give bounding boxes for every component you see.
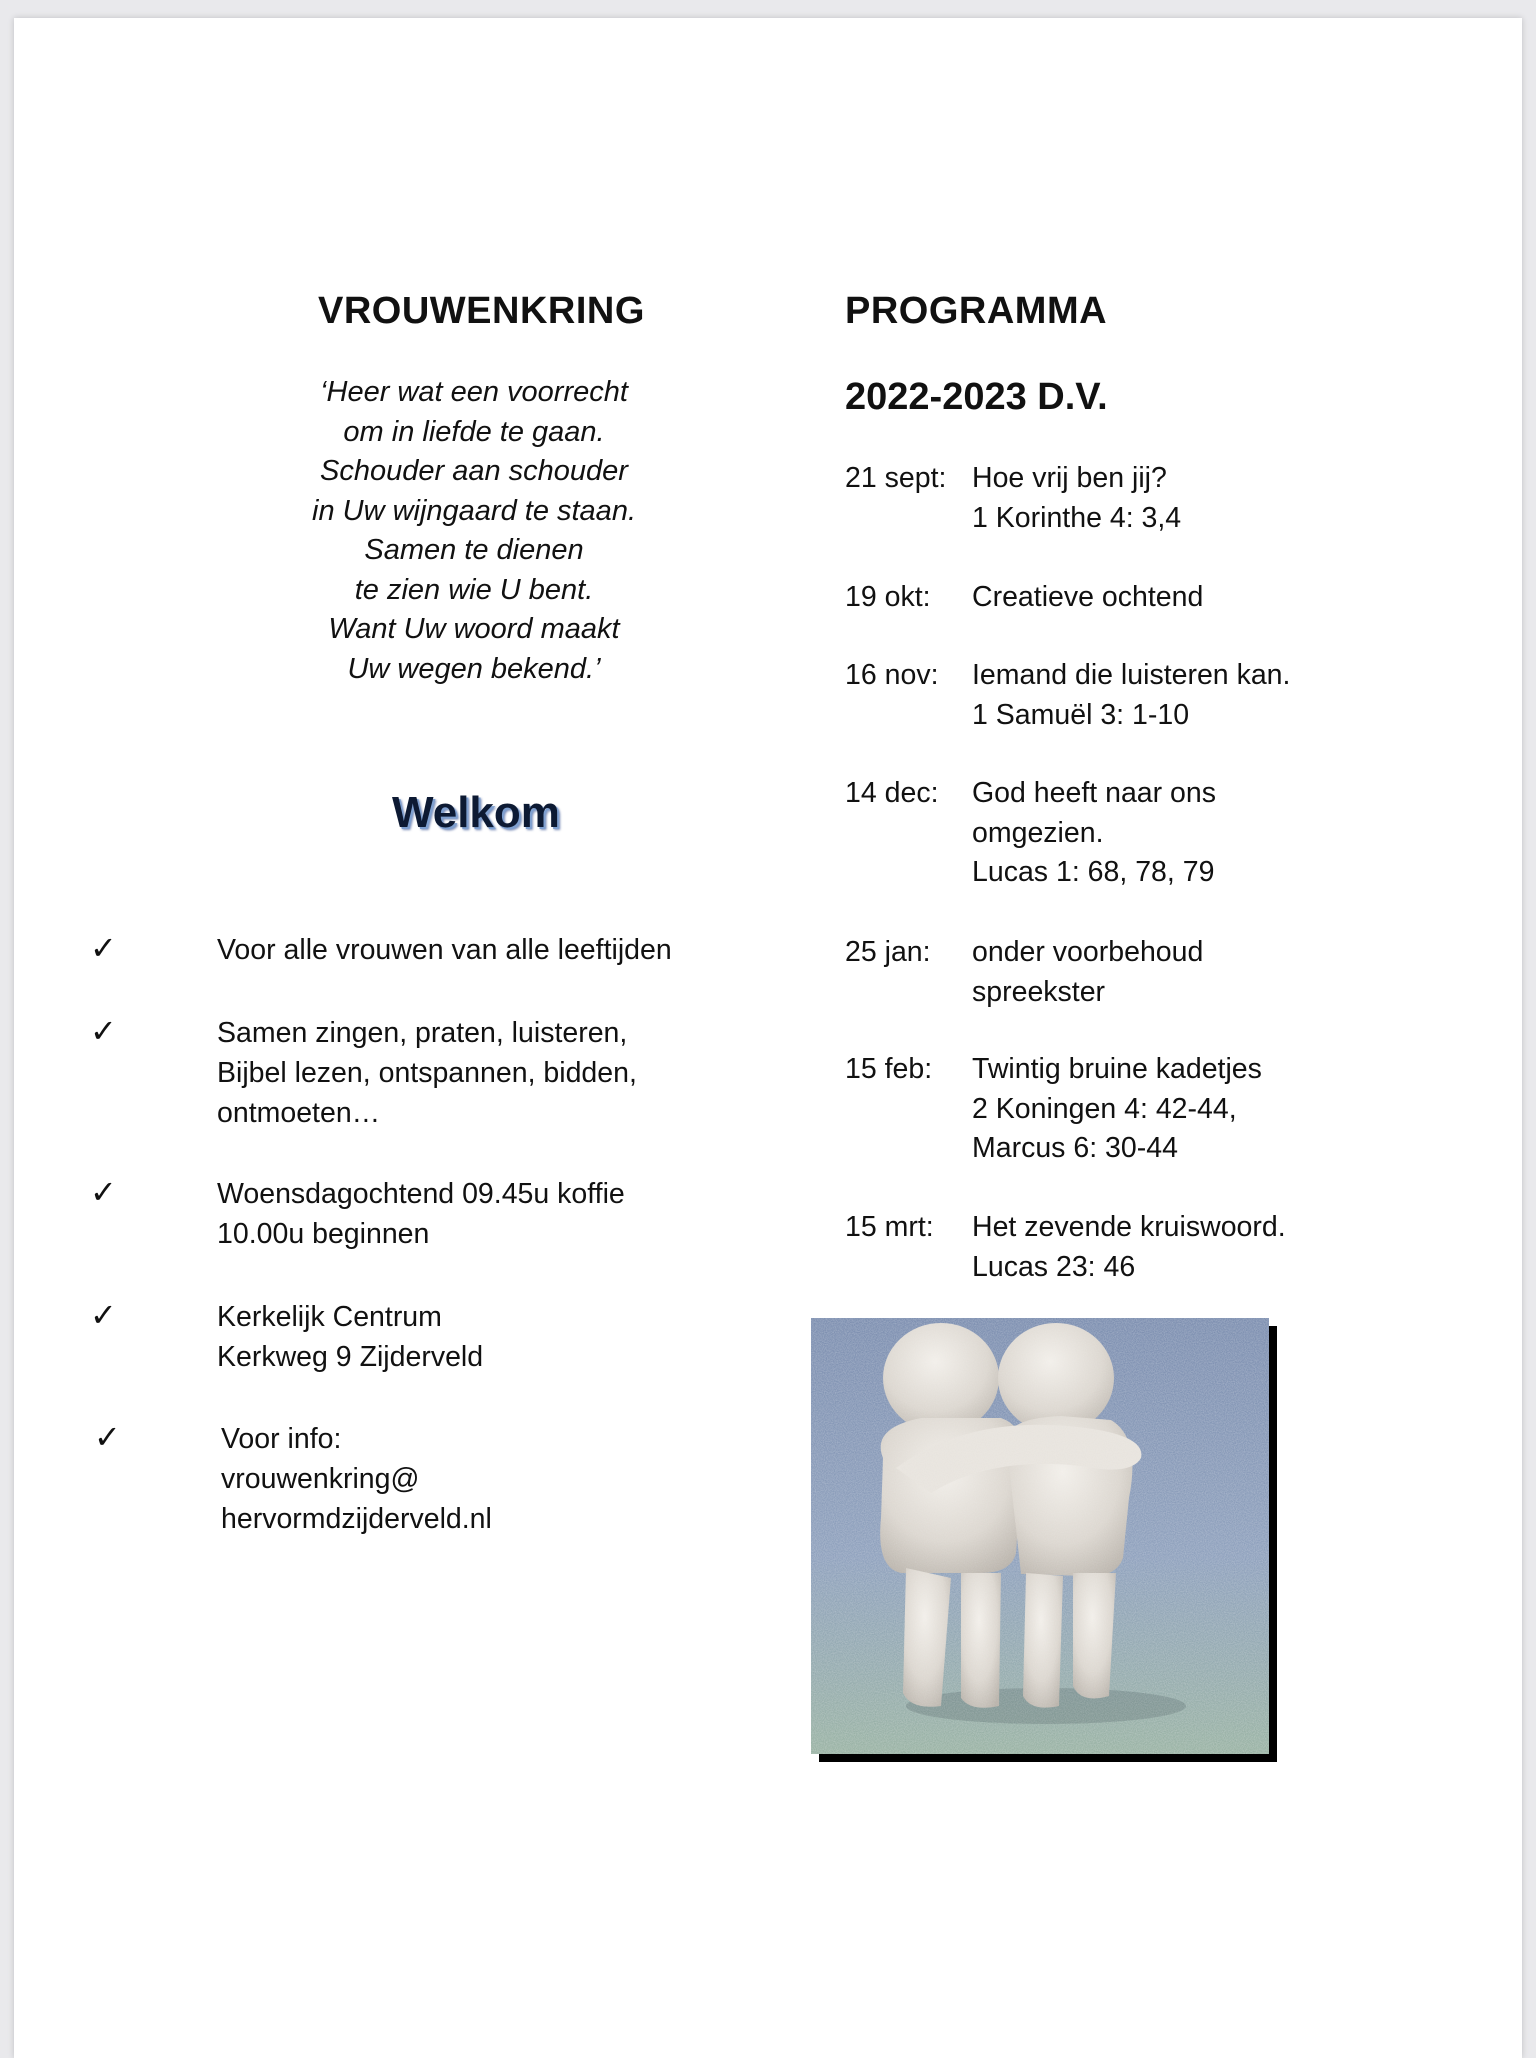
program-topic: Iemand die luisteren kan. bbox=[972, 659, 1291, 691]
bullet-item bbox=[217, 1174, 625, 1254]
bullet-line: Bijbel lezen, ontspannen, bidden, bbox=[217, 1057, 637, 1089]
bullet-line: 10.00u beginnen bbox=[217, 1218, 430, 1250]
poem-line: Uw wegen bekend.’ bbox=[347, 652, 601, 685]
poem-line: Samen te dienen bbox=[364, 534, 584, 566]
bullet-line: Voor info: bbox=[221, 1423, 342, 1455]
poem-line: Schouder aan schouder bbox=[320, 455, 628, 487]
bullet-line: Woensdagochtend 09.45u koffie bbox=[217, 1178, 625, 1210]
program-topic: Twintig bruine kadetjes bbox=[972, 1053, 1262, 1085]
vrouwenkring-title: VROUWENKRING bbox=[318, 290, 645, 332]
program-reference: Lucas 1: 68, 78, 79 bbox=[972, 856, 1215, 888]
program-date: 19 okt: bbox=[845, 581, 931, 613]
bullet-line: Samen zingen, praten, luisteren, bbox=[217, 1017, 628, 1049]
photo-frame bbox=[811, 1318, 1271, 1758]
program-topic: Hoe vrij ben jij? bbox=[972, 462, 1167, 494]
program-reference: 2 Koningen 4: 42-44, bbox=[972, 1092, 1237, 1125]
program-reference: Marcus 6: 30-44 bbox=[972, 1132, 1178, 1164]
program-date: 16 nov: bbox=[845, 659, 939, 691]
poem-line: te zien wie U bent. bbox=[354, 573, 594, 606]
bullet-line: Kerkweg 9 Zijderveld bbox=[217, 1341, 484, 1373]
email-link[interactable]: vrouwenkring@ bbox=[221, 1463, 420, 1495]
bullet-item bbox=[217, 1013, 637, 1133]
sculpture-illustration bbox=[811, 1318, 1269, 1754]
checkmark-icon: ✓ bbox=[90, 929, 117, 967]
checkmark-icon: ✓ bbox=[90, 1012, 117, 1050]
bullet-line: ontmoeten… bbox=[217, 1097, 381, 1129]
checkmark-icon: ✓ bbox=[90, 1173, 117, 1211]
program-topic: Creatieve ochtend bbox=[972, 581, 1204, 613]
program-date: 21 sept: bbox=[845, 462, 947, 494]
poem-line: ‘Heer wat een voorrecht bbox=[320, 376, 628, 408]
program-reference: 1 Samuël 3: 1-10 bbox=[972, 698, 1190, 731]
flyer-page bbox=[14, 18, 1522, 2058]
program-topic: God heeft naar ons bbox=[972, 777, 1217, 809]
poem-line: om in liefde te gaan. bbox=[343, 415, 605, 448]
checkmark-icon: ✓ bbox=[94, 1418, 121, 1456]
program-year: 2022-2023 D.V. bbox=[845, 376, 1108, 418]
bullet-item bbox=[221, 1419, 492, 1539]
programma-title: PROGRAMMA bbox=[845, 290, 1108, 332]
bullet-item bbox=[217, 930, 672, 970]
welcome-heading: Welkom bbox=[392, 788, 560, 837]
email-link[interactable]: hervormdzijderveld.nl bbox=[221, 1503, 492, 1535]
program-reference: 1 Korinthe 4: 3,4 bbox=[972, 501, 1182, 534]
program-topic: spreekster bbox=[972, 975, 1106, 1008]
program-topic: omgezien. bbox=[972, 816, 1104, 849]
checkmark-icon: ✓ bbox=[90, 1296, 117, 1334]
program-date: 15 mrt: bbox=[845, 1211, 934, 1243]
bullet-item bbox=[217, 1297, 483, 1377]
poem-line: Want Uw woord maakt bbox=[328, 613, 620, 645]
program-date: 25 jan: bbox=[845, 936, 931, 968]
bullet-line: Kerkelijk Centrum bbox=[217, 1301, 442, 1333]
bullet-line: Voor alle vrouwen van alle leeftijden bbox=[217, 934, 672, 966]
program-date: 14 dec: bbox=[845, 777, 939, 809]
poem-line: in Uw wijngaard te staan. bbox=[312, 494, 636, 527]
program-topic: onder voorbehoud bbox=[972, 936, 1204, 968]
program-topic: Het zevende kruiswoord. bbox=[972, 1211, 1286, 1243]
poem bbox=[264, 373, 684, 689]
embracing-figures-photo bbox=[811, 1318, 1269, 1754]
program-reference: Lucas 23: 46 bbox=[972, 1250, 1136, 1283]
program-date: 15 feb: bbox=[845, 1053, 933, 1085]
